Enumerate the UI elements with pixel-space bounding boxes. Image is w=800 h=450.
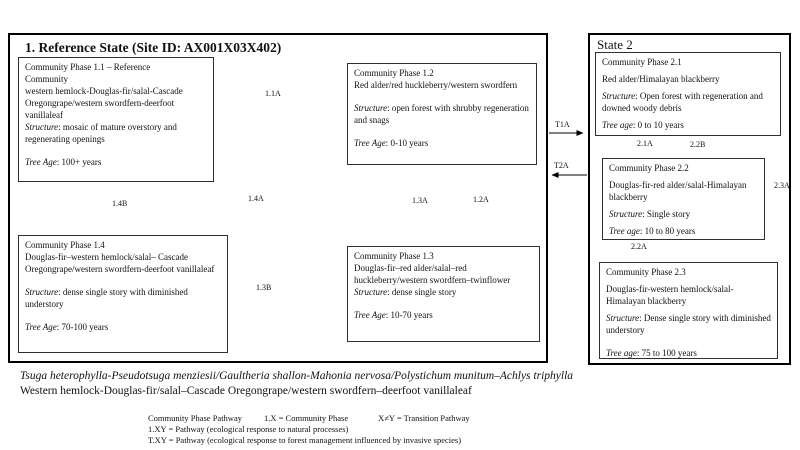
- phase-1-4-structure: Structure: dense single story with diminished understory: [25, 287, 188, 309]
- phase-1-2-species: Red alder/red huckleberry/western swordfern: [354, 80, 518, 90]
- phase-2-3-box: [599, 262, 778, 359]
- phase-1-1-structure: Structure: mosaic of mature overstory and regenerating openings: [25, 122, 177, 144]
- pathway-label-2-2B: 2.2B: [690, 140, 706, 149]
- phase-2-3-structure: Structure: Dense single story with diminished understory: [606, 313, 771, 335]
- footer-common-name: Western hemlock-Douglas-fir/salal–Cascade Oregongrape/western swordfern–deerfoot vanillaleaf: [20, 385, 472, 397]
- phase-2-2-box: [602, 158, 765, 240]
- phase-1-2-title: Community Phase 1.2: [354, 68, 434, 78]
- phase-1-4-box: [18, 235, 228, 353]
- phase-2-3-title: Community Phase 2.3: [606, 267, 686, 277]
- pathway-label-2-2A: 2.2A: [631, 242, 647, 251]
- pathway-label-2-3A: 2.3A: [774, 181, 790, 190]
- pathway-label-1-4A: 1.4A: [248, 194, 264, 203]
- phase-2-1-species: Red alder/Himalayan blackberry: [602, 74, 720, 84]
- phase-1-2-structure: Structure: open forest with shrubby regeneration and snags: [354, 103, 529, 125]
- state-2-title: State 2: [597, 37, 633, 52]
- phase-1-3-title: Community Phase 1.3: [354, 251, 434, 261]
- phase-1-4-age: Tree Age: 70-100 years: [25, 322, 109, 332]
- pathway-label-1-2A: 1.2A: [473, 195, 489, 204]
- pathway-label-1-1A: 1.1A: [265, 89, 281, 98]
- footer-latin-name: Tsuga heterophylla-Pseudotsuga menziesii/Gaultheria shallon-Mahonia nervosa/Polystichum munitum–Achlys triphylla: [20, 370, 574, 382]
- phase-1-2-age: Tree Age: 0-10 years: [354, 138, 429, 148]
- legend-line-1: [148, 413, 470, 424]
- legend-transition-pathway: X≠Y = Transition Pathway: [378, 413, 470, 423]
- phase-1-3-structure: Structure: dense single story: [354, 287, 457, 297]
- legend-community-phase: 1.X = Community Phase: [263, 413, 349, 423]
- phase-1-3-box: [347, 246, 540, 342]
- phase-1-4-species: Douglas-fir–western hemlock/salal– Cascade Oregongrape/western swordfern-deerfoot vanillaleaf: [25, 252, 215, 274]
- transition-label-T2A: T2A: [554, 161, 569, 170]
- phase-1-4-title: Community Phase 1.4: [25, 240, 105, 250]
- phase-1-2-box: [347, 63, 537, 165]
- pathway-label-1-4B: 1.4B: [112, 199, 128, 208]
- phase-1-1-box: [18, 57, 214, 182]
- legend-line-2: 1.XY = Pathway (ecological response to natural processes): [148, 424, 349, 434]
- phase-1-1-age: Tree Age: 100+ years: [25, 157, 102, 167]
- phase-2-1-box: [595, 52, 781, 136]
- pathway-label-1-3A: 1.3A: [412, 196, 428, 205]
- reference-state-title: 1. Reference State (Site ID: AX001X03X402): [25, 40, 282, 55]
- phase-2-2-title: Community Phase 2.2: [609, 163, 689, 173]
- phase-2-1-structure: Structure: Open forest with regeneration and downed woody debris: [602, 91, 763, 113]
- phase-2-1-title: Community Phase 2.1: [602, 57, 682, 67]
- legend-community-phase-pathway: Community Phase Pathway: [148, 413, 242, 423]
- phase-2-2-age: Tree age: 10 to 80 years: [609, 226, 696, 236]
- phase-1-3-species: Douglas-fir–red alder/salal–red huckleberry/western swordfern–twinflower: [354, 263, 511, 285]
- phase-1-3-age: Tree Age: 10-70 years: [354, 310, 433, 320]
- phase-1-1-species: western hemlock-Douglas-fir/salal-Cascade Oregongrape/western swordfern-deerfoot vanillaleaf: [25, 86, 183, 120]
- pathway-label-1-3B: 1.3B: [256, 283, 272, 292]
- phase-2-3-species: Douglas-fir-western hemlock/salal-Himalayan blackberry: [606, 284, 734, 306]
- legend-line-3: T.XY = Pathway (ecological response to forest management influenced by invasive species): [148, 435, 462, 445]
- phase-2-1-age: Tree age: 0 to 10 years: [602, 120, 684, 130]
- pathway-label-2-1A: 2.1A: [637, 139, 653, 148]
- phase-2-2-structure: Structure: Single story: [609, 209, 691, 219]
- phase-2-2-species: Douglas-fir-red alder/salal-Himalayan blackberry: [609, 180, 747, 202]
- transition-label-T1A: T1A: [555, 120, 570, 129]
- phase-1-1-title: Community Phase 1.1 – Reference Community: [25, 62, 151, 84]
- phase-2-3-age: Tree age: 75 to 100 years: [606, 348, 697, 358]
